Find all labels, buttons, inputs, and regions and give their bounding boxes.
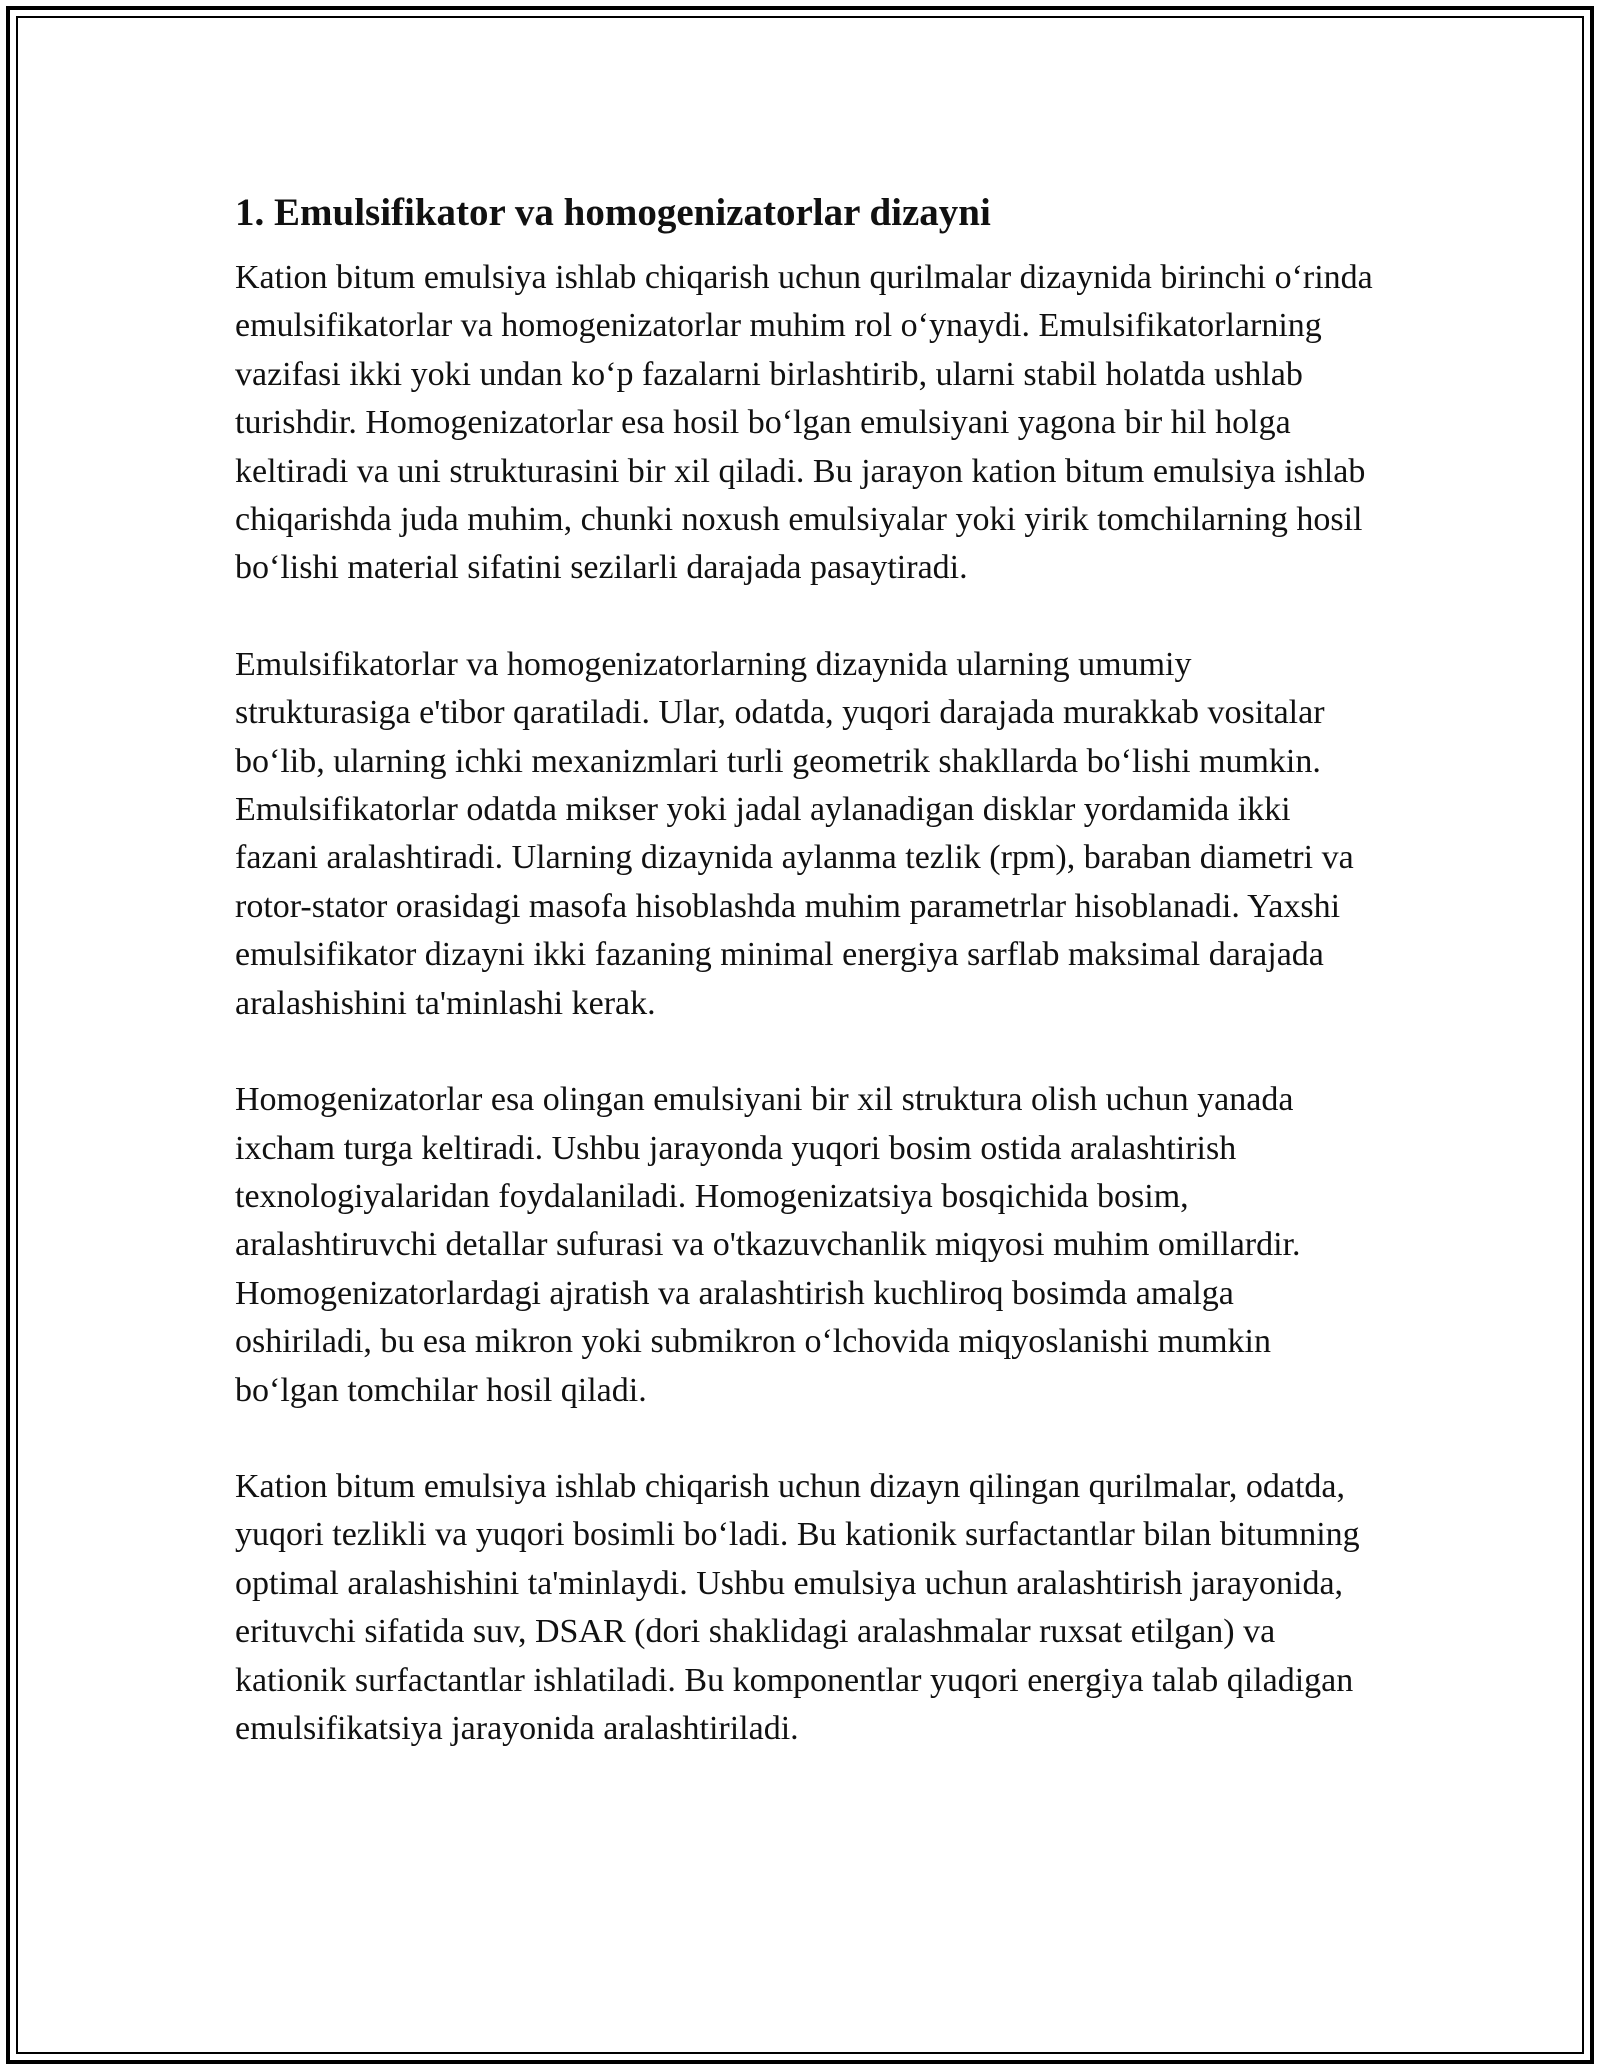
paragraph-3: Homogenizatorlar esa olingan emulsiyani bir xil struktura olish uchun yanada ixcham turga keltiradi. Ushbu jarayonda yuqori bosim ostida aralashtirish texnologiyalaridan foydalaniladi. Homogenizatsiya bosqichida bosim, aralashtiruvchi detallar sufurasi va o'tkazuvchanlik miqyosi muhim omillardir. Homogenizatorlardagi ajratish va aralashtirish kuchliroq bosimda amalga oshiriladi, bu esa mikron yoki submikron o‘lchovida miqyoslanishi mumkin bo‘lgan tomchilar hosil qiladi. (235, 1081, 1301, 1409)
document-body (235, 180, 1375, 1801)
paragraph-2: Emulsifikatorlar va homogenizatorlarning dizaynida ularning umumiy strukturasiga e'tibor qaratiladi. Ular, odatda, yuqori darajada murakkab vositalar bo‘lib, ularning ichki mexanizmlari turli geometrik shakllarda bo‘lishi mumkin. Emulsifikatorlar odatda mikser yoki jadal aylanadigan disklar yordamida ikki fazani aralashtiradi. Ularning dizaynida aylanma tezlik (rpm), baraban diametri va rotor-stator orasidagi masofa hisoblashda muhim parametrlar hisoblanadi. Yaxshi emulsifikator dizayni ikki fazaning minimal energiya sarflab maksimal darajada aralashishini ta'minlashi kerak. (235, 645, 1354, 1022)
section-heading: 1. Emulsifikator va homogenizatorlar dizayni (235, 191, 991, 234)
paragraph-1: Kation bitum emulsiya ishlab chiqarish uchun qurilmalar dizaynida birinchi o‘rinda emulsifikatorlar va homogenizatorlar muhim rol o‘ynaydi. Emulsifikatorlarning vazifasi ikki yoki undan ko‘p fazalarni birlashtirib, ularni stabil holatda ushlab turishdir. Homogenizatorlar esa hosil bo‘lgan emulsiyani yagona bir hil holga keltiradi va uni strukturasini bir xil qiladi. Bu jarayon kation bitum emulsiya ishlab chiqarishda juda muhim, chunki noxush emulsiyalar yoki yirik tomchilarning hosil bo‘lishi material sifatini sezilarli darajada pasaytiradi. (235, 259, 1373, 587)
paragraph-4: Kation bitum emulsiya ishlab chiqarish uchun dizayn qilingan qurilmalar, odatda, yuqori tezlikli va yuqori bosimli bo‘ladi. Bu kationik surfactantlar bilan bitumning optimal aralashishini ta'minlaydi. Ushbu emulsiya uchun aralashtirish jarayonida, erituvchi sifatida suv, DSAR (dori shaklidagi aralashmalar ruxsat etilgan) va kationik surfactantlar ishlatiladi. Bu komponentlar yuqori energiya talab qiladigan emulsifikatsiya jarayonida aralashtiriladi. (235, 1467, 1360, 1747)
